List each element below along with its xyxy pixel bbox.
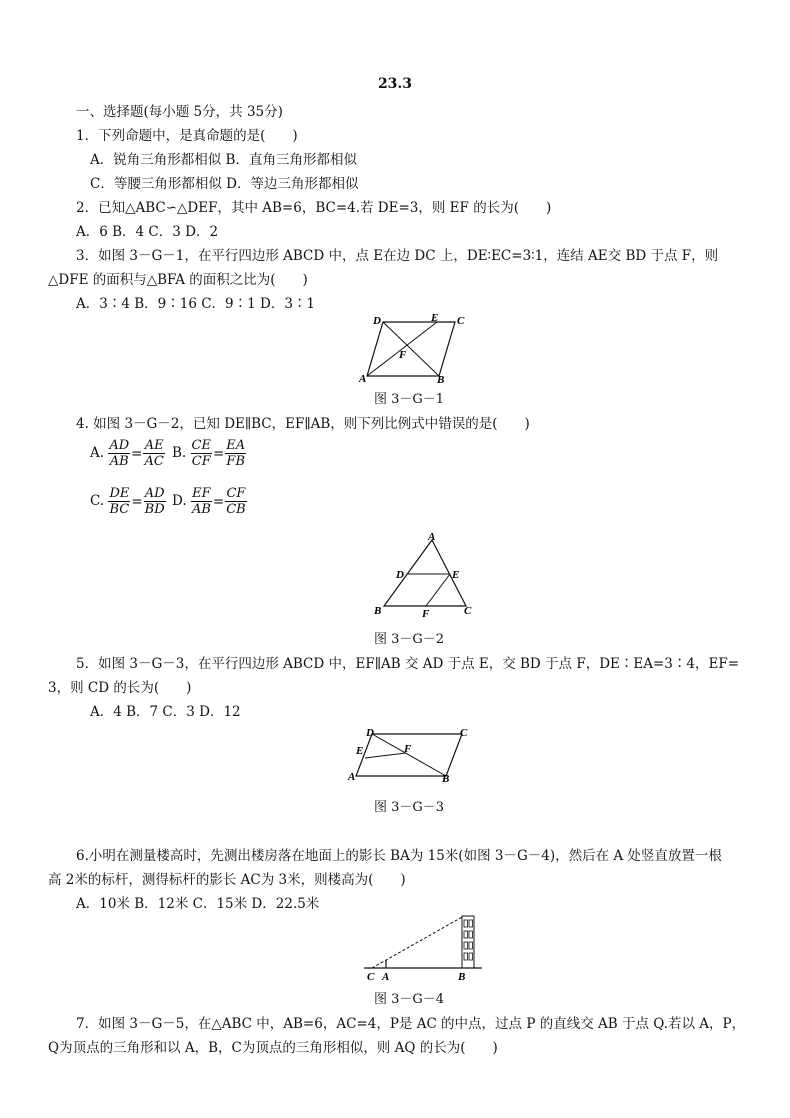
q4-stem: 4. 如图 3－G－2，已知 DE∥BC，EF∥AB，则下列比例式中错误的是( )	[76, 416, 530, 432]
figure-caption: 图 3－G－3	[374, 800, 445, 815]
numerator: CF	[226, 486, 246, 501]
fraction	[225, 438, 246, 469]
denominator: AB	[109, 454, 129, 469]
segment-ef	[426, 574, 450, 606]
q5-options: A．4 B．7 C．3 D．12	[90, 704, 241, 720]
figure-caption: 图 3－G－2	[374, 632, 445, 647]
label-c: C	[464, 605, 472, 617]
fraction	[191, 486, 212, 517]
fraction	[144, 486, 166, 517]
segment-ef	[365, 753, 406, 758]
numerator: DE	[109, 486, 130, 501]
fraction	[143, 438, 164, 469]
label-a: A	[359, 373, 367, 385]
label-c: C	[460, 727, 468, 739]
option-letter: C.	[90, 493, 105, 509]
q6-stem-2: 高 2米的标杆，测得标杆的影长 AC为 3米，则楼高为( )	[48, 872, 406, 888]
label-e: E	[356, 745, 364, 757]
numerator: CE	[191, 438, 211, 453]
q4-option-a	[90, 438, 165, 469]
window	[464, 931, 468, 938]
label-b: B	[458, 971, 466, 983]
figure-3-g-1	[355, 312, 465, 386]
label-a: A	[428, 532, 436, 543]
label-f: F	[404, 743, 412, 755]
equals-sign: =	[131, 493, 143, 510]
section-heading: 一、选择题(每小题 5分，共 35分)	[76, 104, 283, 120]
equals-sign: =	[131, 445, 143, 462]
label-b: B	[442, 773, 450, 785]
label-d: D	[373, 315, 381, 327]
page-title: 23.3	[377, 76, 413, 92]
figure-3-g-2	[368, 532, 478, 622]
denominator: AC	[144, 454, 164, 469]
label-c: C	[367, 971, 375, 983]
denominator: CF	[191, 454, 211, 469]
option-letter: A.	[90, 445, 105, 461]
q3-options: A．3∶4 B．9∶16 C．9∶1 D．3∶1	[76, 296, 315, 312]
figure-caption: 图 3－G－1	[374, 392, 445, 407]
q4-option-b	[172, 438, 246, 469]
q7-stem-2: Q为顶点的三角形和以 A，B，C为顶点的三角形相似，则 AQ 的长为( )	[48, 1040, 498, 1056]
label-c: C	[457, 315, 465, 327]
q3-stem-2: △DFE 的面积与△BFA 的面积之比为( )	[48, 272, 308, 288]
label-b: B	[374, 605, 382, 617]
denominator: AB	[191, 502, 211, 517]
diagonal-bd	[372, 734, 446, 776]
window	[464, 953, 468, 960]
numerator: AD	[109, 438, 130, 453]
option-letter: B.	[172, 445, 187, 461]
label-d: D	[396, 569, 404, 581]
figure-caption: 图 3－G－4	[374, 992, 445, 1007]
window	[469, 942, 473, 949]
q2-stem: 2．已知△ABC∽△DEF，其中 AB=6，BC=4.若 DE=3，则 EF 的长为( )	[76, 200, 552, 216]
denominator: CB	[226, 502, 246, 517]
denominator: BC	[109, 502, 130, 517]
q4-option-d	[172, 486, 247, 517]
q6-options: A．10米 B．12米 C．15米 D．22.5米	[76, 896, 320, 912]
fraction	[225, 486, 247, 517]
q7-stem-1: 7．如图 3－G－5，在△ABC 中，AB=6，AC=4，P是 AC 的中点，过点 P 的直线交 AB 于点 Q.若以 A，P，	[76, 1016, 746, 1032]
label-f: F	[422, 608, 430, 620]
label-f: F	[399, 349, 407, 361]
equals-sign: =	[212, 493, 225, 510]
option-letter: D.	[172, 493, 187, 509]
label-a: A	[382, 971, 390, 983]
q2-options: A．6 B．4 C．3 D．2	[76, 224, 219, 240]
window	[464, 920, 468, 927]
fraction	[108, 486, 130, 517]
equals-sign: =	[212, 445, 225, 462]
label-e: E	[431, 312, 439, 324]
window	[469, 953, 473, 960]
numerator: EF	[192, 486, 211, 501]
diagonal-bd	[383, 322, 439, 376]
label-b: B	[437, 374, 445, 386]
fraction	[108, 438, 130, 469]
fraction	[191, 438, 212, 469]
q4-option-c	[90, 486, 166, 517]
numerator: AD	[144, 486, 165, 501]
q1-options-2: C．等腰三角形都相似 D．等边三角形都相似	[90, 176, 359, 192]
q1-options-1: A．锐角三角形都相似 B．直角三角形都相似	[90, 152, 357, 168]
denominator: BD	[144, 502, 165, 517]
q3-stem-1: 3．如图 3－G－1，在平行四边形 ABCD 中，点 E在边 DC 上，DE∶EC=3∶1，连结 AE交 BD 于点 F，则	[76, 248, 719, 264]
q1-stem: 1．下列命题中，是真命题的是( )	[76, 128, 298, 144]
numerator: AE	[144, 438, 164, 453]
window	[464, 942, 468, 949]
window	[469, 931, 473, 938]
label-a: A	[348, 771, 356, 783]
window	[469, 920, 473, 927]
figure-3-g-4	[360, 912, 486, 984]
label-e: E	[452, 569, 460, 581]
denominator: FB	[226, 454, 245, 469]
label-d: D	[366, 727, 374, 739]
q5-stem-2: 3，则 CD 的长为( )	[48, 680, 192, 696]
figure-3-g-3	[344, 724, 474, 788]
q5-stem-1: 5．如图 3－G－3，在平行四边形 ABCD 中，EF∥AB 交 AD 于点 E，交 BD 于点 F，DE∶EA=3∶4，EF=	[76, 656, 740, 672]
numerator: EA	[226, 438, 246, 453]
q6-stem-1: 6.小明在测量楼高时，先测出楼房落在地面上的影长 BA为 15米(如图 3－G－4)，然后在 A 处竖直放置一根	[76, 848, 722, 864]
